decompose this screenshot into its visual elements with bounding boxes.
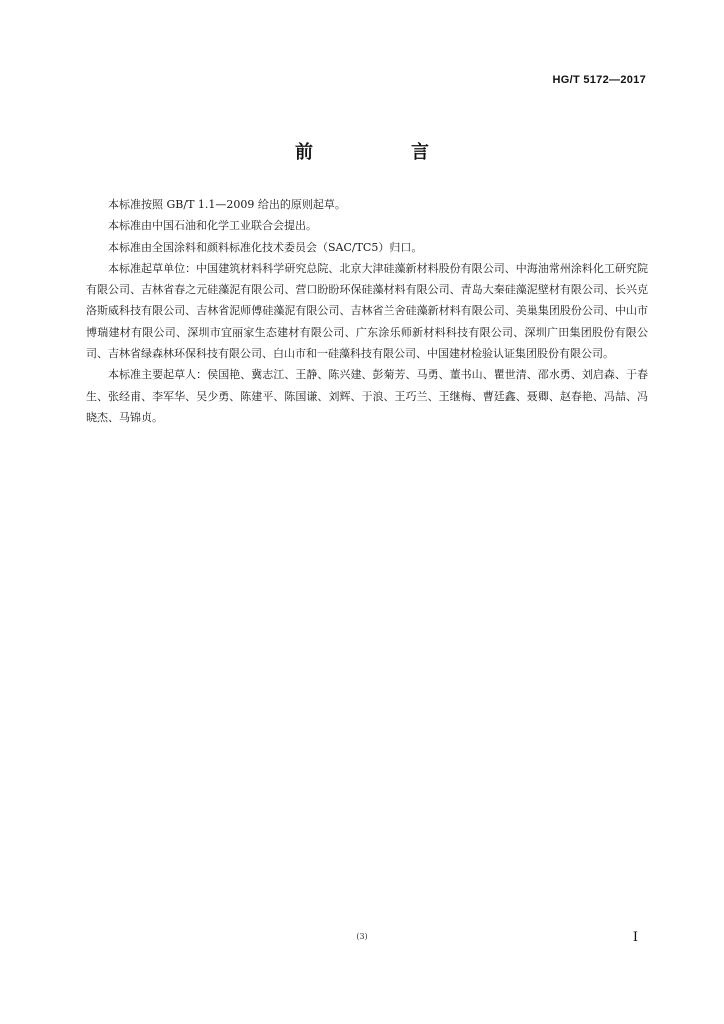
page-title: 前 言 (295, 142, 469, 163)
paragraph-main-drafters: 本标准主要起草人：侯国艳、冀志江、王静、陈兴建、彭菊芳、马勇、董书山、瞿世清、邵水勇、刘启森、于春生、张经甫、李军华、吴少勇、陈建平、陈国谦、刘辉、于浪、王巧兰、王继梅、曹廷鑫、聂卿、赵春艳、冯喆、冯晓杰、马锦贞。 (86, 368, 648, 424)
paragraph-drafting-units: 本标准起草单位：中国建筑材料科学研究总院、北京大津硅藻新材料股份有限公司、中海油常州涂料化工研究院有限公司、吉林省春之元硅藻泥有限公司、营口盼盼环保硅藻材料有限公司、青岛大秦硅藻泥壁材有限公司、长兴克洛斯威科技有限公司、吉林省泥师傅硅藻泥有限公司、吉林省兰舍硅藻新材料有限公司、美巢集团股份公司、中山市博瑞建材有限公司、深圳市宜丽家生态建材有限公司、广东涂乐师新材料科技有限公司、深圳广田集团股份有限公司、吉林省绿森林环保科技有限公司、白山市和一硅藻科技有限公司、中国建材检验认证集团股份有限公司。 (86, 261, 648, 361)
preface-body (86, 194, 648, 428)
paragraph-proposed-by: 本标准由中国石油和化学工业联合会提出。 (108, 219, 317, 233)
footer-page-number-right: I (632, 930, 638, 945)
paragraph-under-jurisdiction: 本标准由全国涂料和颜料标准化技术委员会（SAC/TC5）归口。 (108, 240, 423, 254)
standard-code: HG/T 5172—2017 (552, 74, 646, 86)
paragraph-drafting-rules: 本标准按照 GB/T 1.1—2009 给出的原则起草。 (108, 198, 346, 211)
footer-page-number-center: (3) (356, 932, 368, 941)
